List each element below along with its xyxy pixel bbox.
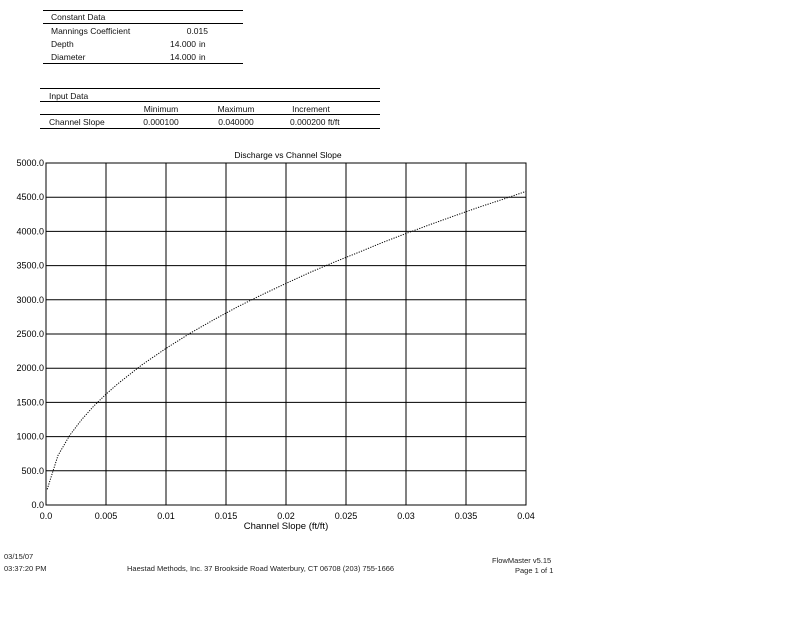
discharge-series-line	[47, 191, 526, 489]
table-bottom-rule	[43, 63, 243, 64]
table-title: Input Data	[49, 91, 89, 101]
table-header-rule	[43, 23, 243, 24]
y-axis-ticks	[16, 158, 44, 510]
x-tick-label: 0.04	[517, 511, 535, 521]
x-tick-label: 0.02	[277, 511, 295, 521]
table-bottom-rule	[40, 128, 380, 129]
column-header: Minimum	[143, 104, 179, 114]
row-label: Depth	[51, 39, 74, 49]
min-value: 0.000100	[143, 117, 179, 127]
y-tick-label: 2500.0	[16, 329, 44, 339]
y-tick-label: 1500.0	[16, 397, 44, 408]
row-label: Diameter	[51, 52, 86, 62]
row-label: Mannings Coefficient	[51, 26, 131, 36]
x-tick-label: 0.03	[397, 511, 415, 521]
chart-title: Discharge vs Channel Slope	[234, 150, 342, 160]
max-value: 0.040000	[218, 117, 254, 127]
row-value: 0.015	[186, 26, 208, 36]
table-header-rule	[40, 101, 380, 102]
table-subheader-rule	[40, 114, 380, 115]
x-axis-ticks	[40, 511, 535, 521]
x-tick-label: 0.025	[334, 511, 358, 521]
footer-page: Page 1 of 1	[515, 566, 554, 575]
footer-product: FlowMaster v5.15	[492, 556, 552, 565]
footer-time: 03:37:20 PM	[4, 564, 47, 573]
y-tick-label: 2000.0	[16, 363, 44, 374]
y-tick-label: 1000.0	[16, 431, 44, 442]
row-value: 14.000	[170, 52, 196, 62]
x-tick-label: 0.035	[454, 511, 478, 521]
row-unit: in	[199, 39, 206, 49]
y-tick-label: 3000.0	[16, 294, 44, 305]
x-tick-label: 0.005	[94, 511, 118, 521]
discharge-chart	[0, 145, 560, 535]
footer-company: Haestad Methods, Inc. 37 Brookside Road Waterbury, CT 06708 (203) 755-1666	[127, 564, 395, 573]
row-value: 14.000	[170, 39, 196, 49]
row-unit: in	[199, 52, 206, 62]
column-header: Increment	[292, 104, 330, 114]
column-header: Maximum	[217, 104, 255, 114]
x-axis-label: Channel Slope (ft/ft)	[243, 521, 329, 532]
y-tick-label: 4500.0	[16, 192, 44, 203]
y-tick-label: 500.0	[21, 465, 44, 476]
y-tick-label: 5000.0	[16, 158, 44, 168]
y-tick-label: 4000.0	[16, 226, 44, 237]
table-top-rule	[40, 88, 380, 89]
footer-date: 03/15/07	[4, 552, 34, 561]
row-label: Channel Slope	[49, 117, 105, 127]
x-tick-label: 0.015	[214, 511, 238, 521]
increment-value: 0.000200 ft/ft	[290, 117, 340, 127]
y-tick-label: 3500.0	[16, 260, 44, 271]
y-tick-label: 0.0	[31, 500, 44, 510]
chart-grid	[46, 163, 526, 505]
x-tick-label: 0.0	[39, 511, 53, 521]
x-tick-label: 0.01	[157, 511, 175, 521]
table-title: Constant Data	[51, 12, 106, 22]
